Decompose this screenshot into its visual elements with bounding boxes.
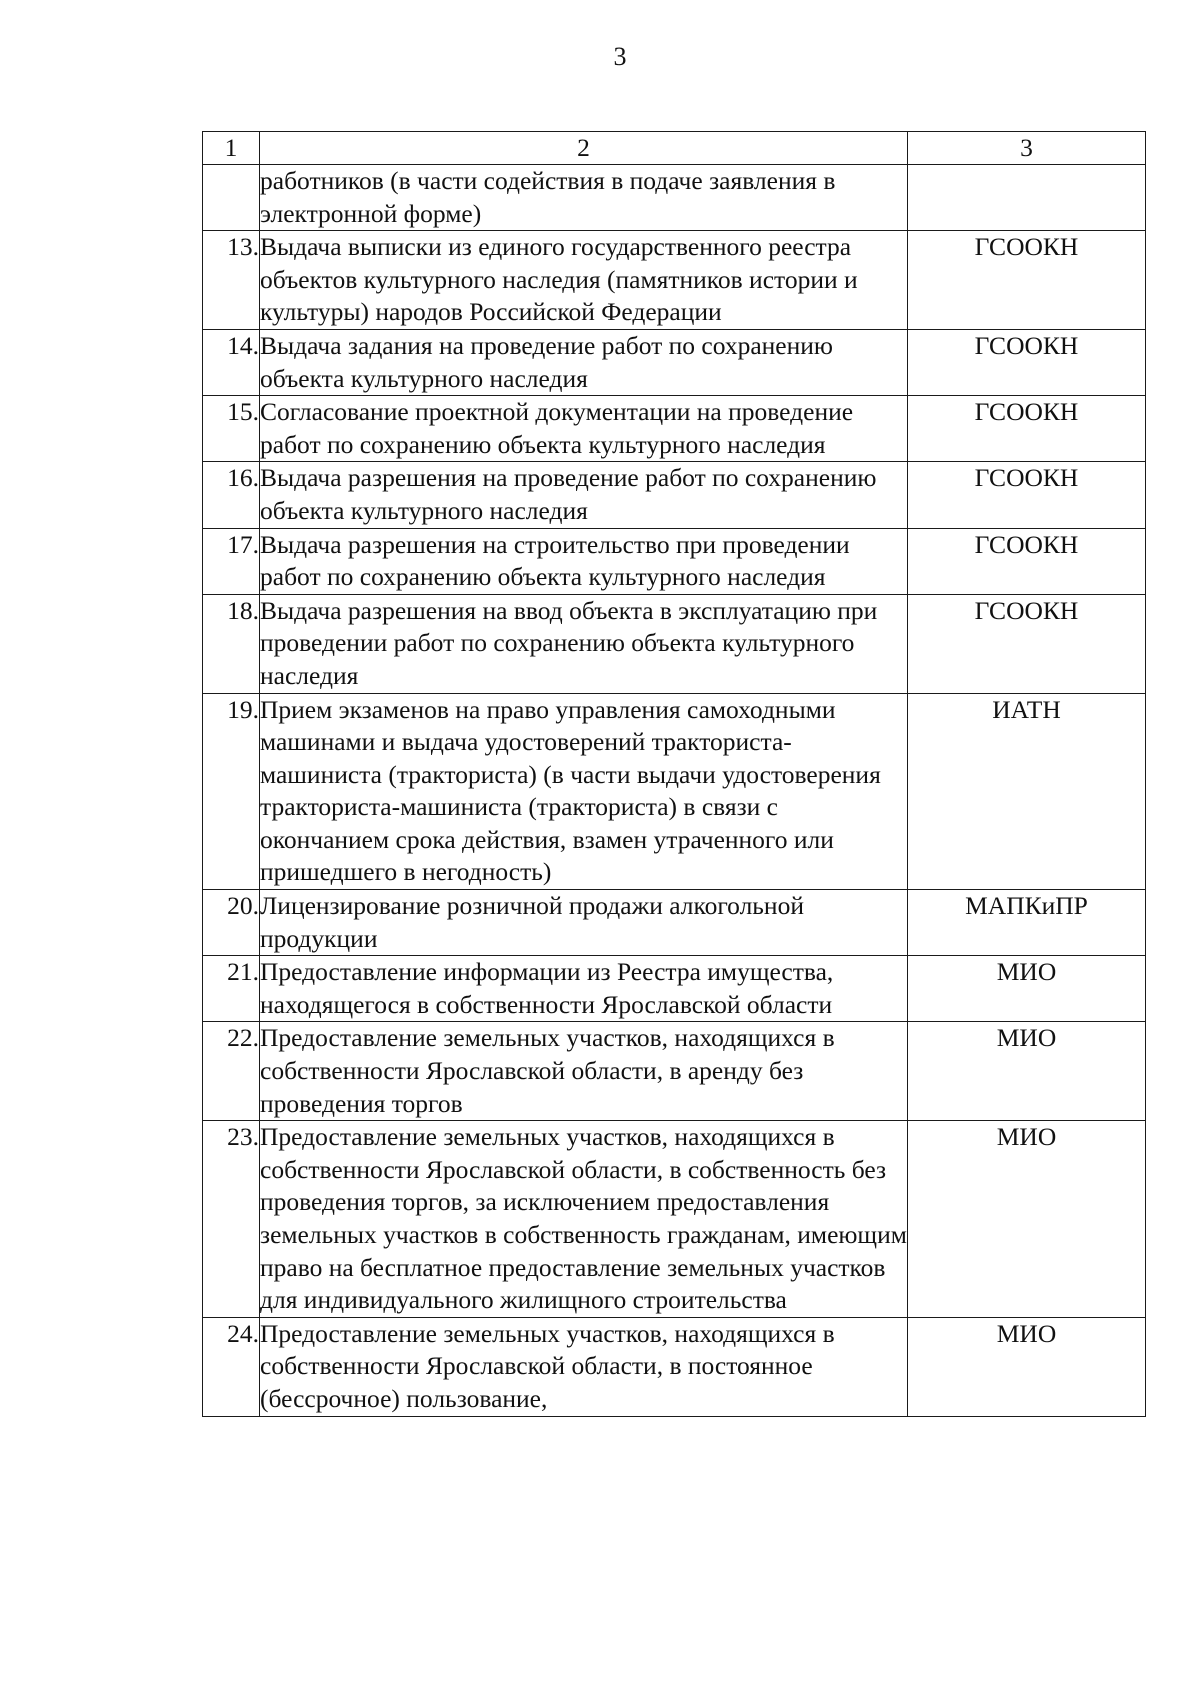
service-name: Лицензирование розничной продажи алкогольной продукции	[260, 890, 908, 956]
responsible-org: ГСООКН	[908, 462, 1146, 528]
row-number: 19.	[203, 693, 260, 890]
service-name: работников (в части содействия в подаче заявления в электронной форме)	[260, 165, 908, 231]
table-row	[203, 165, 1146, 231]
service-name: Предоставление земельных участков, находящихся в собственности Ярославской области, в постоянное (бессрочное) пользование,	[260, 1317, 908, 1416]
service-name: Предоставление информации из Реестра имущества, находящегося в собственности Ярославской области	[260, 956, 908, 1022]
row-number: 14.	[203, 329, 260, 395]
service-name: Согласование проектной документации на проведение работ по сохранению объекта культурного наследия	[260, 396, 908, 462]
services-table	[202, 131, 1146, 1417]
service-name: Предоставление земельных участков, находящихся в собственности Ярославской области, в аренду без проведения торгов	[260, 1022, 908, 1121]
row-number: 23.	[203, 1121, 260, 1318]
responsible-org: ГСООКН	[908, 231, 1146, 330]
row-number: 17.	[203, 528, 260, 594]
service-name: Прием экзаменов на право управления самоходными машинами и выдача удостоверений тракториста-машиниста (тракториста) (в части выдачи удостоверения тракториста-машиниста (тракториста) в связи с окончанием срока действия, взамен утраченного или пришедшего в негодность)	[260, 693, 908, 890]
table-row	[203, 231, 1146, 330]
service-name: Выдача задания на проведение работ по сохранению объекта культурного наследия	[260, 329, 908, 395]
table-row	[203, 1121, 1146, 1318]
header-col-2: 2	[260, 132, 908, 165]
table-row	[203, 1022, 1146, 1121]
responsible-org: МИО	[908, 1317, 1146, 1416]
table-row	[203, 462, 1146, 528]
row-number: 22.	[203, 1022, 260, 1121]
service-name: Выдача разрешения на строительство при проведении работ по сохранению объекта культурного наследия	[260, 528, 908, 594]
responsible-org: МИО	[908, 956, 1146, 1022]
page-number: 3	[613, 42, 627, 71]
service-name: Выдача выписки из единого государственного реестра объектов культурного наследия (памятников истории и культуры) народов Российской Федерации	[260, 231, 908, 330]
row-number: 16.	[203, 462, 260, 528]
responsible-org: ГСООКН	[908, 329, 1146, 395]
table-row	[203, 956, 1146, 1022]
responsible-org	[908, 165, 1146, 231]
responsible-org: ГСООКН	[908, 528, 1146, 594]
table-row	[203, 1317, 1146, 1416]
row-number: 13.	[203, 231, 260, 330]
row-number: 24.	[203, 1317, 260, 1416]
service-name: Предоставление земельных участков, находящихся в собственности Ярославской области, в собственность без проведения торгов, за исключением предоставления земельных участков в собственность гражданам, имеющим право на бесплатное предоставление земельных участков для индивидуального жилищного строительства	[260, 1121, 908, 1318]
responsible-org: МИО	[908, 1022, 1146, 1121]
responsible-org: МАПКиПР	[908, 890, 1146, 956]
responsible-org: ГСООКН	[908, 396, 1146, 462]
row-number: 15.	[203, 396, 260, 462]
table-row	[203, 890, 1146, 956]
row-number: 18.	[203, 594, 260, 693]
table-row	[203, 396, 1146, 462]
service-name: Выдача разрешения на проведение работ по сохранению объекта культурного наследия	[260, 462, 908, 528]
row-number: 21.	[203, 956, 260, 1022]
table-row	[203, 528, 1146, 594]
row-number: 20.	[203, 890, 260, 956]
table-row	[203, 329, 1146, 395]
table-row	[203, 693, 1146, 890]
header-col-3: 3	[908, 132, 1146, 165]
responsible-org: МИО	[908, 1121, 1146, 1318]
responsible-org: ГСООКН	[908, 594, 1146, 693]
header-col-1: 1	[203, 132, 260, 165]
table-header-row	[203, 132, 1146, 165]
table-row	[203, 594, 1146, 693]
row-number	[203, 165, 260, 231]
responsible-org: ИАТН	[908, 693, 1146, 890]
service-name: Выдача разрешения на ввод объекта в эксплуатацию при проведении работ по сохранению объекта культурного наследия	[260, 594, 908, 693]
